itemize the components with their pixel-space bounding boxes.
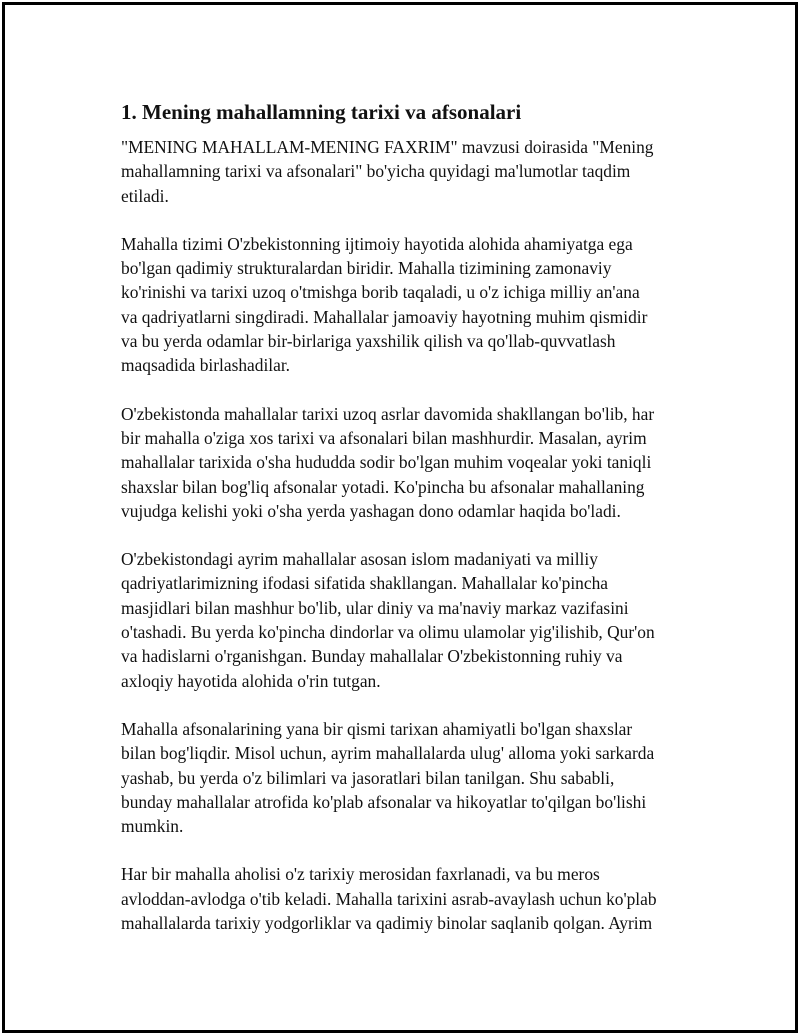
text-line: Har bir mahalla aholisi o'z tarixiy merosidan faxrlanadi, va bu meros bbox=[121, 864, 600, 885]
paragraph-islamic-culture bbox=[121, 547, 701, 693]
text-line: va hadislarni o'rganishgan. Bunday mahallalar O'zbekistonning ruhiy va bbox=[121, 646, 623, 667]
text-line: etiladi. bbox=[121, 185, 169, 206]
text-line: O'zbekistondagi ayrim mahallalar asosan islom madaniyati va milliy bbox=[121, 549, 598, 570]
text-line: mahallalarda tarixiy yodgorliklar va qadimiy binolar saqlanib qolgan. Ayrim bbox=[121, 913, 653, 934]
text-line: mahallamning tarixi va afsonalari" bo'yicha quyidagi ma'lumotlar taqdim bbox=[121, 161, 631, 182]
text-line: vujudga kelishi yoki o'sha yerda yashagan dono odamlar haqida bo'ladi. bbox=[121, 500, 621, 521]
text-line: shaxslar bilan bog'liq afsonalar yotadi. Ko'pincha bu afsonalar mahallaning bbox=[121, 476, 645, 497]
text-line: o'tashadi. Bu yerda ko'pincha dindorlar va olimu ulamolar yig'ilishib, Qur'on bbox=[121, 622, 655, 643]
text-line: bunday mahallalar atrofida ko'plab afsonalar va hikoyatlar to'qilgan bo'lishi bbox=[121, 791, 647, 812]
text-line: Mahalla tizimi O'zbekistonning ijtimoiy hayotida alohida ahamiyatga ega bbox=[121, 233, 633, 254]
text-line: mahallalar tarixida o'sha hududda sodir bo'lgan muhim voqealar yoki taniqli bbox=[121, 452, 652, 473]
page-frame bbox=[2, 2, 798, 1033]
text-line: va qadriyatlarni singdiradi. Mahallalar jamoaviy hayotning muhim qismidir bbox=[121, 306, 648, 327]
paragraph-legends bbox=[121, 717, 701, 838]
text-line: bir mahalla o'ziga xos tarixi va afsonalari bilan mashhurdir. Masalan, ayrim bbox=[121, 427, 647, 448]
paragraph-mahalla-system bbox=[121, 232, 701, 378]
text-line: "MENING MAHALLAM-MENING FAXRIM" mavzusi doirasida "Mening bbox=[121, 137, 654, 157]
text-line: yashab, bu yerda o'z bilimlari va jasoratlari bilan tanilgan. Shu sababli, bbox=[121, 767, 615, 788]
document-title: 1. Mening mahallamning tarixi va afsonalari bbox=[121, 100, 522, 124]
text-line: Mahalla afsonalarining yana bir qismi tarixan ahamiyatli bo'lgan shaxslar bbox=[121, 718, 633, 739]
text-line: masjidlari bilan mashhur bo'lib, ular diniy va ma'naviy markaz vazifasini bbox=[121, 597, 629, 618]
paragraph-heritage bbox=[121, 862, 701, 935]
text-line: va bu yerda odamlar bir-birlariga yaxshilik qilish va qo'llab-quvvatlash bbox=[121, 331, 616, 352]
text-line: axloqiy hayotida alohida o'rin tutgan. bbox=[121, 670, 381, 691]
document-body bbox=[121, 99, 701, 959]
text-line: ko'rinishi va tarixi uzoq o'tmishga borib taqaladi, u o'z ichiga milliy an'ana bbox=[121, 282, 640, 303]
text-line: bilan bog'liqdir. Misol uchun, ayrim mahallalarda ulug' alloma yoki sarkarda bbox=[121, 743, 655, 764]
text-line: avloddan-avlodga o'tib keladi. Mahalla tarixini asrab-avaylash uchun ko'plab bbox=[121, 888, 657, 909]
text-line: mumkin. bbox=[121, 816, 184, 837]
text-line: maqsadida birlashadilar. bbox=[121, 355, 291, 376]
paragraph-history bbox=[121, 402, 701, 523]
text-line: bo'lgan qadimiy strukturalardan biridir. Mahalla tizimining zamonaviy bbox=[121, 258, 612, 279]
text-line: qadriyatlarimizning ifodasi sifatida shakllangan. Mahallalar ko'pincha bbox=[121, 573, 609, 594]
paragraph-intro bbox=[121, 135, 701, 208]
text-line: O'zbekistonda mahallalar tarixi uzoq asrlar davomida shakllangan bo'lib, har bbox=[121, 403, 655, 424]
